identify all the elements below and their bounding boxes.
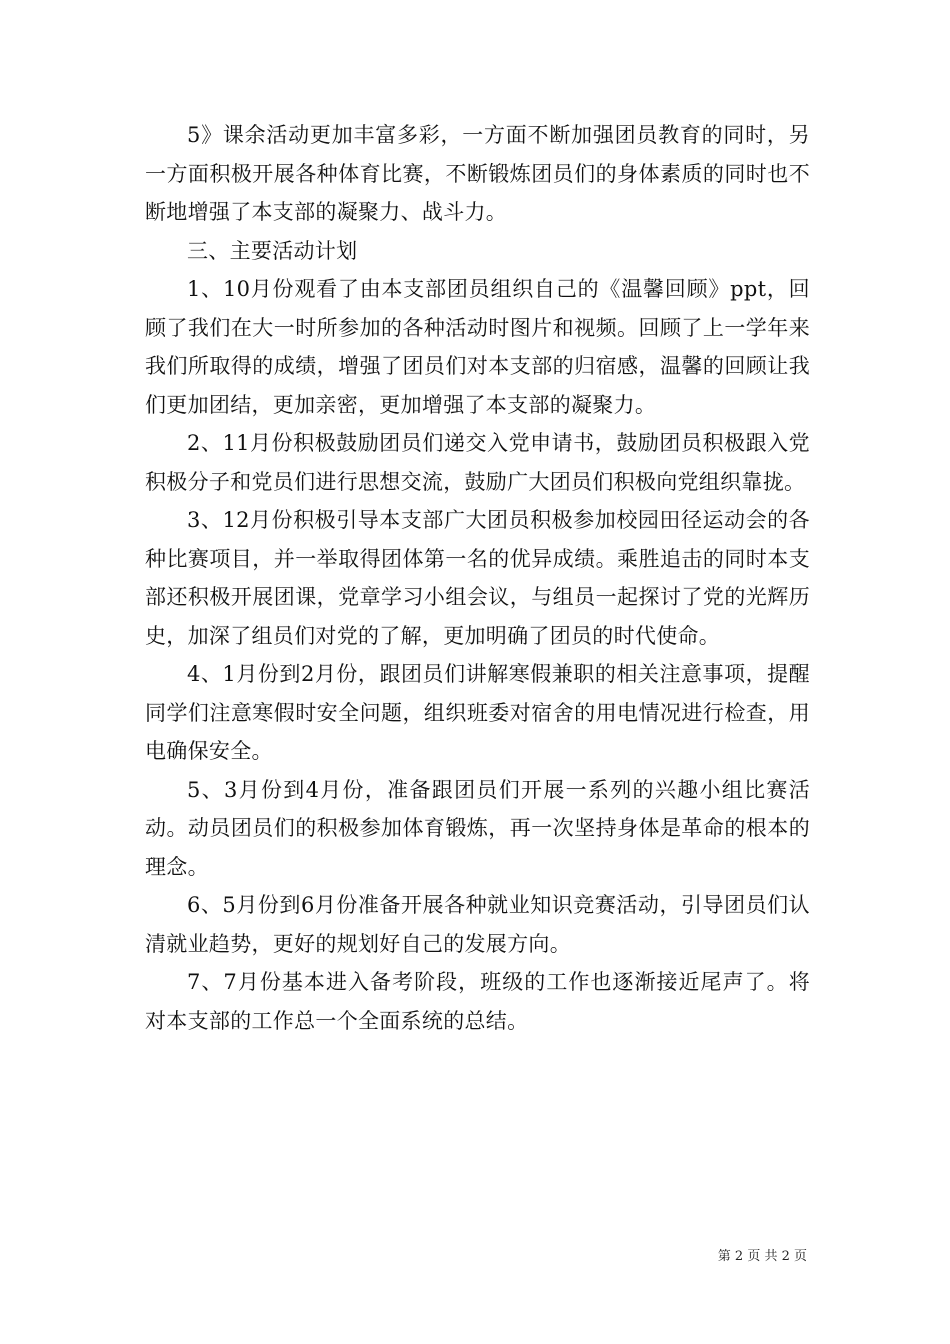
paragraph-plan-december: 3、12月份积极引导本支部广大团员积极参加校园田径运动会的各种比赛项目，并一举取得团体第一名的优异成绩。乘胜追击的同时本支部还积极开展团课，党章学习小组会议，与组员一起探讨了党的光辉历史，加深了组员们对党的了解，更加明确了团员的时代使命。 [145, 508, 810, 648]
section-heading-activity-plan: 三、主要活动计划 [187, 238, 358, 263]
paragraph-plan-march-april: 5、3月份到4月份，准备跟团员们开展一系列的兴趣小组比赛活动。动员团员们的积极参加体育锻炼，再一次坚持身体是革命的根本的理念。 [145, 777, 810, 879]
paragraph-plan-january-february: 4、1月份到2月份，跟团员们讲解寒假兼职的相关注意事项，提醒同学们注意寒假时安全问题，组织班委对宿舍的用电情况进行检查，用电确保安全。 [145, 662, 810, 763]
page-number-footer: 第 2 页 共 2 页 [717, 1249, 807, 1264]
paragraph-plan-july: 7、7月份基本进入备考阶段，班级的工作也逐渐接近尾声了。将对本支部的工作总一个全面系统的总结。 [145, 970, 810, 1033]
document-body [145, 116, 810, 1040]
paragraph-plan-may-june: 6、5月份到6月份准备开展各种就业知识竞赛活动，引导团员们认清就业趋势，更好的规划好自己的发展方向。 [145, 893, 810, 956]
paragraph-activities-5: 5》课余活动更加丰富多彩，一方面不断加强团员教育的同时，另一方面积极开展各种体育比赛，不断锻炼团员们的身体素质的同时也不断地增强了本支部的凝聚力、战斗力。 [145, 123, 810, 224]
paragraph-plan-october: 1、10月份观看了由本支部团员组织自己的《温馨回顾》ppt，回顾了我们在大一时所参加的各种活动时图片和视频。回顾了上一学年来我们所取得的成绩，增强了团员们对本支部的归宿感，温馨的回顾让我们更加团结，更加亲密，更加增强了本支部的凝聚力。 [145, 277, 810, 417]
paragraph-plan-november: 2、11月份积极鼓励团员们递交入党申请书，鼓励团员积极跟入党积极分子和党员们进行思想交流，鼓励广大团员们积极向党组织靠拢。 [145, 431, 810, 494]
